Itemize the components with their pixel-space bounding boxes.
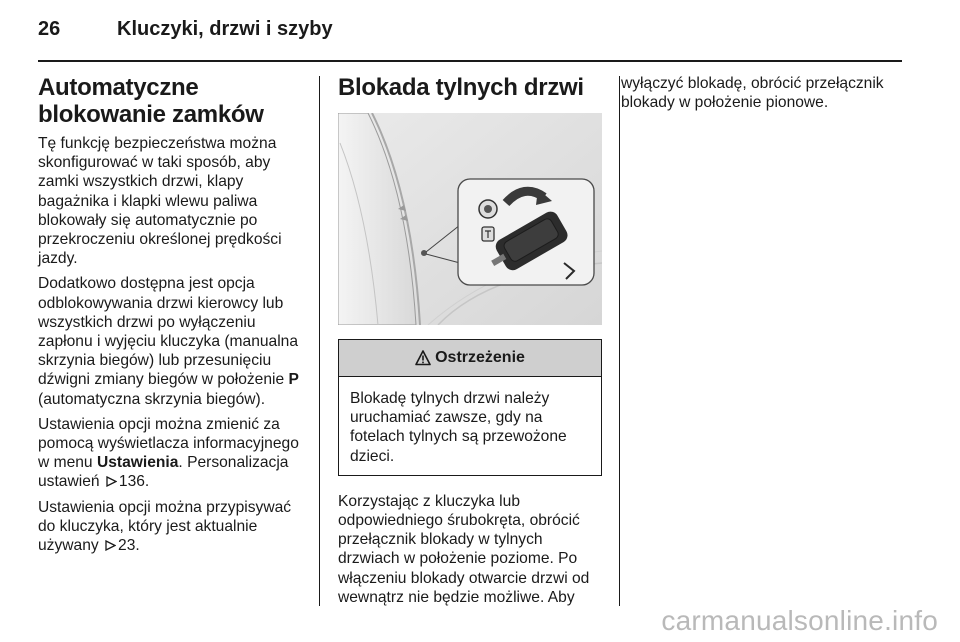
section-heading: Automatyczne blokowanie zamków [38,74,264,128]
column-divider [619,76,620,606]
page-reference[interactable]: 23 [118,537,136,555]
section-heading: Blokada tylnych drzwi [338,74,584,101]
child-lock-illustration [338,113,602,325]
column-automatic-locking [38,74,308,561]
warning-header [339,340,601,377]
paragraph: Tę funkcję bezpieczeństwa można skonfigurować w taki sposób, aby zamki wszystkich drzwi, klapy bagażnika i klapki wlewu paliwa blokowały się automatycznie po przekroczeniu określonej prędkości jazdy. [38,135,282,268]
warning-box [338,339,602,476]
warning-title: Ostrzeżenie [435,349,525,367]
watermark: carmanualsonline.info [661,605,938,636]
menu-name: Ustawienia [96,454,179,472]
page-reference-icon [106,476,117,487]
page-header-title: Kluczyki, drzwi i szyby [117,18,333,40]
column-child-lock [338,74,602,613]
gear-position-label: P [288,371,299,389]
column-divider [319,76,320,606]
paragraph: Korzystając z kluczyka lub odpowiedniego śrubokręta, obrócić przełącznik blokady w tylnych drzwiach w położenie poziome. Po włączeniu blokady otwarcie drzwi od wewnątrz nie będzie możliwe. Aby [338,492,590,606]
warning-triangle-icon [415,350,431,366]
paragraph: wyłączyć blokadę, obrócić przełącznik blokady w położenie pionowe. [621,75,884,112]
page-number: 26 [38,18,61,40]
paragraph: Ustawienia opcji można przypisywać do kluczyka, który jest aktualnie używany 23. [38,498,292,555]
paragraph: Ustawienia opcji można zmienić za pomocą wyświetlacza informacyjnego w menu Ustawienia. Personalizacja ustawień 136. [38,415,299,491]
page-reference[interactable]: 136 [118,473,145,491]
column-continuation [621,74,901,118]
paragraph: Dodatkowo dostępna jest opcja odblokowywania drzwi kierowcy lub wszystkich drzwi po wyłączeniu zapłonu i wyjęciu kluczyka (manualna skrzynia biegów) lub przesunięciu dźwigni zmiany biegów w położenie P (automatyczna skrzynia biegów). [38,275,299,408]
header-rule [38,60,902,62]
page-reference-icon [105,540,116,551]
warning-text: Blokadę tylnych drzwi należy uruchamiać zawsze, gdy na fotelach tylnych są przewożone dzieci. [350,390,567,465]
